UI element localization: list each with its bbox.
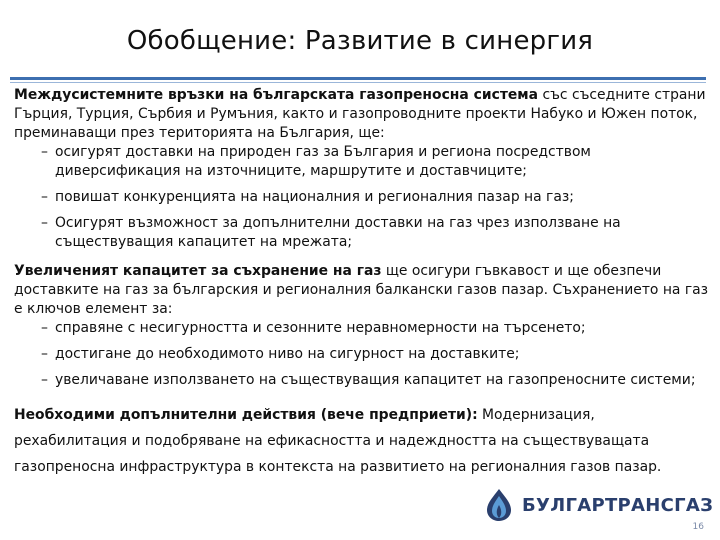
bullet-text: увеличаване използването на съществуващия капацитет на газопреносните системи; (55, 372, 696, 388)
section-actions-heading: Необходими допълнителни действия (вече предприети): (14, 407, 478, 423)
section-interconnections (14, 86, 710, 143)
bullet-text: повишат конкуренцията на националния и регионалния пазар на газ; (55, 189, 574, 205)
slide-title: Обобщение: Развитие в синергия (126, 26, 594, 56)
section-storage-heading: Увеличеният капацитет за съхранение на газ (14, 263, 382, 279)
bullet-text: справяне с несигурността и сезонните неравномерности на търсенето; (55, 320, 586, 336)
company-logo (484, 488, 713, 522)
list-item (14, 319, 710, 338)
section-actions-text: Модернизация, рехабилитация и подобряване на ефикасността и надеждността на съществуващата газопреносна инфраструктура в контекста на развитието на регионалния газов пазар. (14, 407, 662, 475)
title-underline-thin (10, 82, 706, 83)
dash-marker: – (41, 144, 48, 160)
list-item (14, 188, 710, 207)
logo-wordmark: БУЛГАРТРАНСГАЗ (522, 494, 714, 516)
dash-marker: – (41, 346, 48, 362)
section-interconnections-heading: Междусистемните връзки на българската газопреносна система (14, 87, 539, 103)
bullet-text: осигурят доставки на природен газ за България и региона посредством диверсификация на източниците, маршрутите и доставчиците; (55, 144, 591, 179)
flame-drop-icon (484, 488, 514, 522)
section-storage-text: ще осигури гъвкавост и ще обезпечи доставките на газ за българския и регионалния балкански газов пазар. Съхранението на газ е ключов елемент за: (14, 263, 709, 317)
interconnections-bullet-list (14, 143, 710, 252)
bullet-text: Осигурят възможност за допълнителни доставки на газ чрез използване на съществуващия капацитет на мрежата; (55, 215, 621, 250)
dash-marker: – (41, 320, 48, 336)
section-interconnections-text: със съседните страни Гърция, Турция, Сърбия и Румъния, както и газопроводните проекти Набуко и Южен поток, преминаващи през територията на България, ще: (14, 87, 706, 141)
dash-marker: – (41, 372, 48, 388)
storage-bullet-list (14, 319, 710, 390)
section-storage (14, 262, 710, 319)
list-item (14, 371, 710, 390)
list-item (14, 214, 710, 252)
bullet-text: достигане до необходимото ниво на сигурност на доставките; (55, 346, 520, 362)
dash-marker: – (41, 215, 48, 231)
list-item (14, 143, 710, 181)
slide-content (14, 86, 710, 480)
title-underline (10, 77, 706, 80)
dash-marker: – (41, 189, 48, 205)
section-actions (14, 402, 710, 480)
page-number: 16 (692, 522, 704, 532)
list-item (14, 345, 710, 364)
